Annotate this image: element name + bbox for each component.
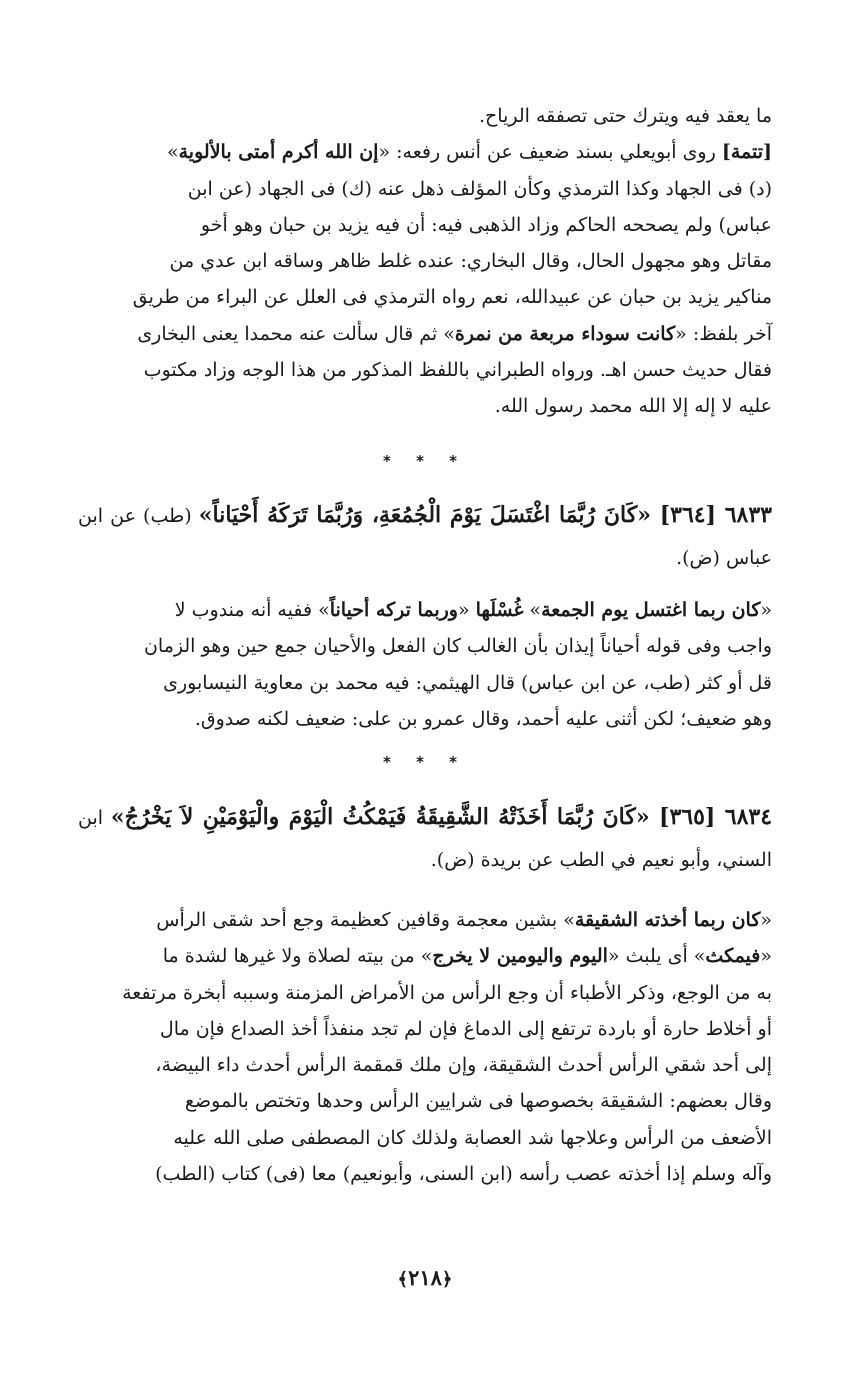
text-line: (د) فى الجهاد وكذا الترمذي وكأن المؤلف ذهل عنه (ك) فى الجهاد (عن ابن xyxy=(187,177,772,200)
ornament-bracket-close: ﴾ xyxy=(397,1269,409,1290)
text-line: وآله وسلم إذا أخذته عصب رأسه (ابن السنى، وأبونعيم) معا (فى) كتاب (الطب) xyxy=(155,1163,772,1186)
quoted-hadith: كانت سوداء مربعة من نمرة xyxy=(454,322,676,345)
hadith-number: ٦٨٣٣ [٣٦٤] xyxy=(650,502,772,528)
hadith-text: «كَانَ رُبَّمَا أَخَذَتْهُ الشَّقِيقَةُ فَيَمْكُثُ الْيَوْمَ والْيَوْمَيْنِ لاَ يَخْرُجُ» xyxy=(110,804,650,830)
section-separator: * * * xyxy=(383,753,467,771)
commentary-6833 xyxy=(78,592,772,737)
text-line: «كان ربما أخذته الشقيقة» بشين معجمة وقافين كعظيمة وجع أحد شقى الرأس xyxy=(156,909,772,931)
text-line: عليه لا إله إلا الله محمد رسول الله. xyxy=(494,395,772,418)
hadith-6834 xyxy=(78,796,772,881)
page-number-value: ٢١٨ xyxy=(408,1265,442,1290)
text-line: فقال حديث حسن اهـ. ورواه الطبراني باللفظ المذكور من هذا الوجه وزاد مكتوب xyxy=(143,359,772,382)
quoted-hadith: إن الله أكرم أمتى بالألوية xyxy=(178,141,379,164)
text-line: ما يعقد فيه ويترك حتى تصفقه الرياح. xyxy=(478,105,772,127)
section-separator: * * * xyxy=(383,452,467,470)
ornament-bracket-open: ﴿ xyxy=(441,1269,453,1290)
text-line: أو أخلاط حارة أو باردة ترتفع إلى الدماغ فإن لم تجد منفذاً أخذ الصداع فإن مال xyxy=(159,1017,772,1040)
commentary-6834 xyxy=(78,902,772,1192)
text-line: عباس) ولم يصححه الحاكم وزاد الذهبى فيه: أن فيه يزيد بن حبان وهو أخو xyxy=(200,213,772,236)
text-line: وهو ضعيف؛ لكن أثنى عليه أحمد، وقال عمرو بن على: ضعيف لكنه صدوق. xyxy=(194,707,772,730)
hadith-text: «كَانَ رُبَّمَا اغْتَسَلَ يَوْمَ الْجُمُعَةِ، وَرُبَّمَا تَرَكَهُ أَحْيَاناً» xyxy=(198,502,651,528)
text-line: مقاتل وهو مجهول الحال، وقال البخاري: عنده غلط ظاهر وساقه ابن عدي من xyxy=(169,250,772,273)
text-line: آخر بلفظ: «كانت سوداء مربعة من نمرة» ثم قال سألت عنه محمدا يعنى البخارى xyxy=(137,322,772,345)
commentary-block-continuation xyxy=(78,98,772,425)
hadith-source: ابن السني، وأبو نعيم في الطب عن بريدة (ض). xyxy=(78,807,772,871)
text-line: مناكير يزيد بن حبان عن عبيدالله، نعم رواه الترمذي فى العلل عن البراء من طريق xyxy=(132,286,772,309)
hadith-entry xyxy=(78,796,772,881)
text-line: إلى أحد شقي الرأس أحدث الشقيقة، وإن ملك قمقمة الرأس أحدث داء البيضة، xyxy=(155,1054,772,1077)
hadith-number: ٦٨٣٤ [٣٦٥] xyxy=(649,804,773,830)
text-line: به من الوجع، وذكر الأطباء أن وجع الرأس من الأمراض المزمنة وسببه أبخرة مرتفعة xyxy=(122,981,772,1004)
hadith-source: (طب) عن ابن عباس (ض). xyxy=(78,505,772,569)
hadith-6833 xyxy=(78,494,772,579)
text-line: قل أو كثر (طب، عن ابن عباس) قال الهيثمي: فيه محمد بن معاوية النيسابورى xyxy=(163,671,772,694)
text-line: «كان ربما اغتسل يوم الجمعة» غُسْلَها «وربما تركه أحياناً» ففيه أنه مندوب لا xyxy=(174,599,772,621)
hadith-entry xyxy=(78,494,772,579)
text-line: وقال بعضهم: الشقيقة بخصوصها فى شرايين الرأس وحدها وتختص بالموضع xyxy=(184,1090,772,1113)
text-line: واجب وفى قوله أحياناً إيذان بأن الغالب كان الفعل والأحيان جمع حين وهو الزمان xyxy=(143,635,772,658)
text-line: [تتمة] روى أبويعلي بسند ضعيف عن أنس رفعه: «إن الله أكرم أمتى بالألوية» xyxy=(167,141,772,164)
tatimma-label: [تتمة] xyxy=(721,141,772,164)
text-line: «فيمكث» أى يلبث «اليوم واليومين لا يخرج» من بيته لصلاة ولا غيرها لشدة ما xyxy=(162,945,772,968)
page-number xyxy=(0,1265,850,1290)
text-line: الأضعف من الرأس وعلاجها شد العصابة ولذلك كان المصطفى صلى الله عليه xyxy=(173,1126,772,1149)
